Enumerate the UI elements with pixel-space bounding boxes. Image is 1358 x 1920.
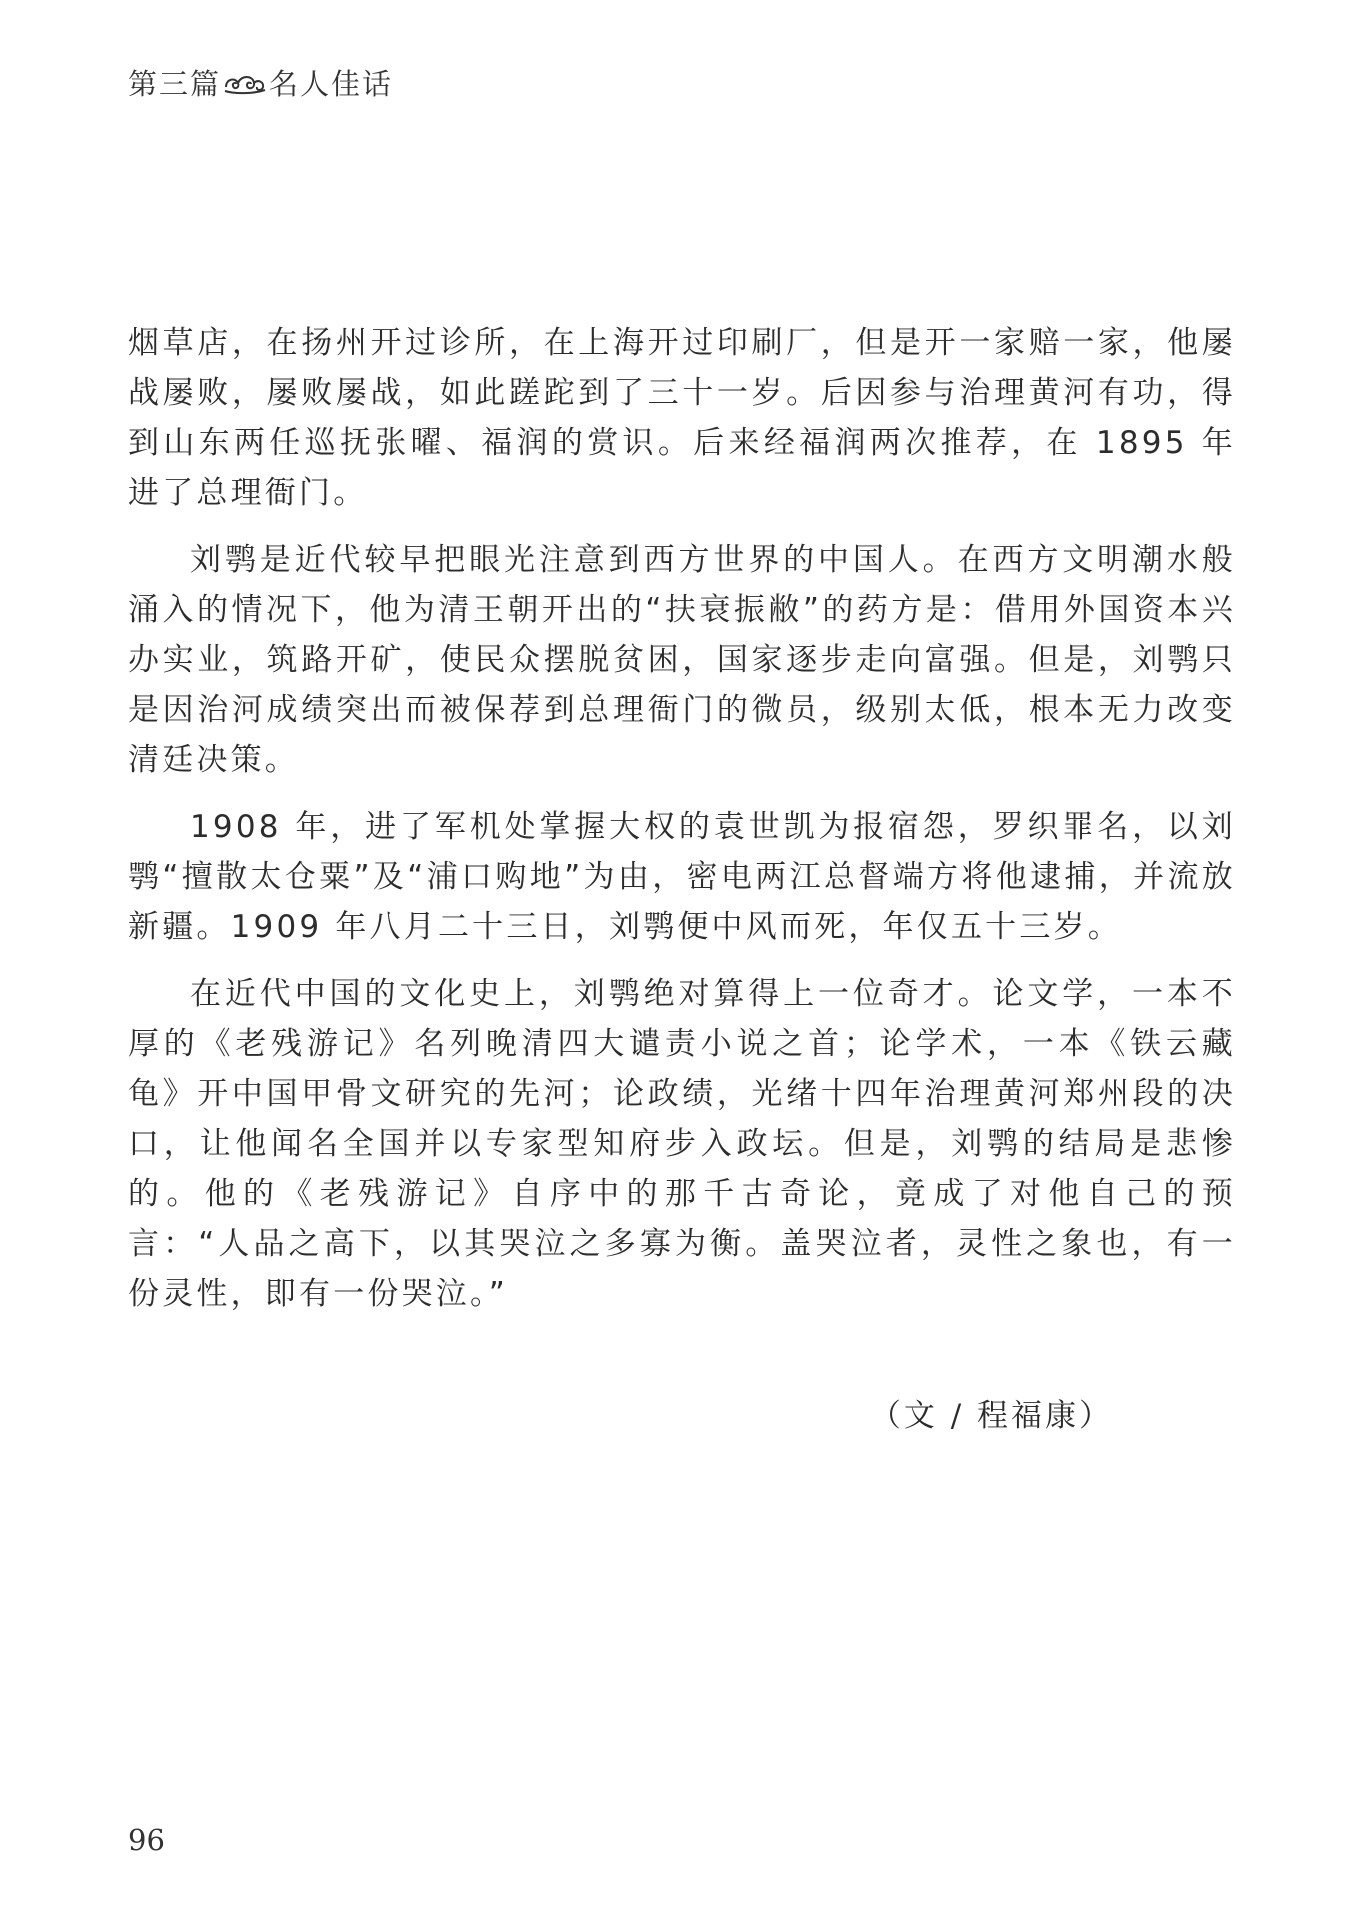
paragraph: 1908 年，进了军机处掌握大权的袁世凯为报宿怨，罗织罪名，以刘鹗“擅散太仓粟”及“浦口购地”为由，密电两江总督端方将他逮捕，并流放新疆。1909 年八月二十三日，刘鹗便中风而死，年仅五十三岁。 bbox=[128, 809, 1236, 945]
cloud-swirl-icon bbox=[223, 70, 267, 96]
running-header bbox=[128, 62, 393, 103]
paragraph-continued: 烟草店，在扬州开过诊所，在上海开过印刷厂，但是开一家赔一家，他屡战屡败，屡败屡战，如此蹉跎到了三十一岁。后因参与治理黄河有功，得到山东两任巡抚张曜、福润的赏识。后来经福润两次推荐，在 1895 年进了总理衙门。 bbox=[128, 325, 1236, 511]
header-section: 第三篇 bbox=[128, 67, 222, 101]
paragraph: 刘鹗是近代较早把眼光注意到西方世界的中国人。在西方文明潮水般涌入的情况下，他为清王朝开出的“扶衰振敝”的药方是：借用外国资本兴办实业，筑路开矿，使民众摆脱贫困，国家逐步走向富强。但是，刘鹗只是因治河成绩突出而被保荐到总理衙门的微员，级别太低，根本无力改变清廷决策。 bbox=[128, 542, 1236, 778]
author-byline: （文 / 程福康） bbox=[869, 1398, 1113, 1434]
paragraph: 在近代中国的文化史上，刘鹗绝对算得上一位奇才。论文学，一本不厚的《老残游记》名列晚清四大谴责小说之首；论学术，一本《铁云藏龟》开中国甲骨文研究的先河；论政绩，光绪十四年治理黄河郑州段的决口，让他闻名全国并以专家型知府步入政坛。但是，刘鹗的结局是悲惨的。他的《老残游记》自序中的那千古奇论，竟成了对他自己的预言：“人品之高下，以其哭泣之多寡为衡。盖哭泣者，灵性之象也，有一份灵性，即有一份哭泣。” bbox=[128, 976, 1236, 1312]
page-number: 96 bbox=[128, 1823, 165, 1857]
header-title: 名人佳话 bbox=[269, 67, 394, 101]
article-body bbox=[128, 318, 1236, 1336]
